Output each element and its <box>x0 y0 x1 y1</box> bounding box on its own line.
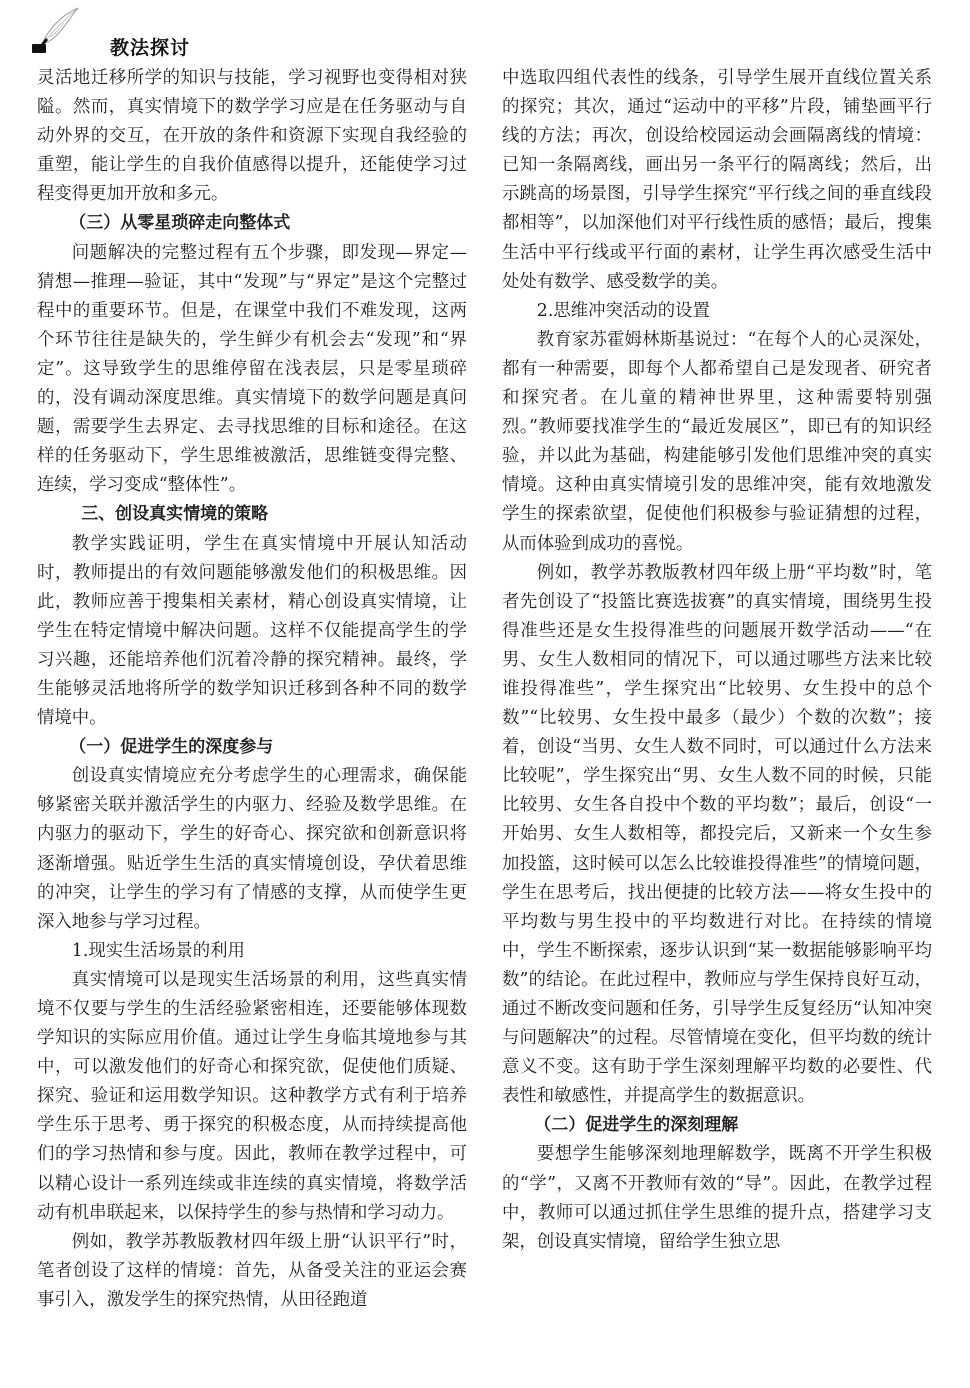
section-heading: 三、创设真实情境的策略 <box>81 504 269 525</box>
paragraph: 中选取四组代表性的线条，引导学生展开直线位置关系的探究；其次，通过“运动中的平移”片段，铺垫画平行线的方法；再次，创设给校园运动会画隔离线的情境：已知一条隔离线，画出另一条平行的隔离线；然后，出示跳高的场景图，引导学生探究“平行线之间的垂直线段都相等”，以加深他们对平行线性质的感悟；最后，搜集生活中平行线或平行面的素材，让学生再次感受生活中处处有数学、感受数学的美。 <box>502 68 932 292</box>
subsection-heading: （三）从零星琐碎走向整体式 <box>69 213 291 234</box>
paragraph: 教学实践证明，学生在真实情境中开展认知活动时，教师提出的有效问题能够激发他们的积极思维。因此，教师应善于搜集相关素材，精心创设真实情境，让学生在特定情境中解决问题。这样不仅能提高学生的学习兴趣，还能培养他们沉着冷静的探究精神。最终，学生能够灵活地将所学的数学知识迁移到各种不同的数学情境中。 <box>37 533 467 729</box>
left-column <box>37 64 467 1315</box>
paragraph: 教育家苏霍姆林斯基说过：“在每个人的心灵深处，都有一种需要，即每个人都希望自己是发现者、研究者和探究者。在儿童的精神世界里，这种需要特别强烈。”教师要找准学生的“最近发展区”，即已有的知识经验，并以此为基础，构建能够引发他们思维冲突的真实情境。这种由真实情境引发的思维冲突，能有效地激发学生的探索欲望，促使他们积极参与验证猜想的过程，从而体验到成功的喜悦。 <box>502 329 932 554</box>
minor-heading: 1.现实生活场景的利用 <box>71 940 245 961</box>
minor-heading: 2.思维冲突活动的设置 <box>536 300 710 321</box>
paragraph: 要想学生能够深刻地理解数学，既离不开学生积极的“学”，又离不开教师有效的“导”。因此，在教学过程中，教师可以通过抓住学生思维的提升点，搭建学习支架，创设真实情境，留给学生独立思 <box>502 1144 932 1252</box>
section-title: 教法探讨 <box>110 37 191 59</box>
subsection-heading: （二）促进学生的深刻理解 <box>534 1115 739 1136</box>
quill-pen-logo-icon <box>30 6 82 56</box>
paragraph: 创设真实情境应充分考虑学生的心理需求，确保能够紧密关联并激活学生的内驱力、经验及数学思维。在内驱力的驱动下，学生的好奇心、探究欲和创新意识将逐渐增强。贴近学生生活的真实情境创设，孕伏着思维的冲突，让学生的学习有了情感的支撑，从而使学生更深入地参与学习过程。 <box>37 766 467 932</box>
paragraph: 问题解决的完整过程有五个步骤，即发现—界定—猜想—推理—验证，其中“发现”与“界定”是这个完整过程中的重要环节。但是，在课堂中我们不难发现，这两个环节往往是缺失的，学生鲜少有机会去“发现”和“界定”。这导致学生的思维停留在浅表层，只是零星琐碎的，没有调动深度思维。真实情境下的数学问题是真问题，需要学生去界定、去寻找思维的目标和途径。在这样的任务驱动下，学生思维被激活，思维链变得完整、连续，学习变成“整体性”。 <box>37 242 467 496</box>
paragraph: 例如，教学苏教版教材四年级上册“平均数”时，笔者先创设了“投篮比赛选拔赛”的真实情境，围绕男生投得准些还是女生投得准些的问题展开数学活动——“在男、女生人数相同的情况下，可以通过哪些方法来比较谁投得准些”，学生探究出“比较男、女生投中的总个数”“比较男、女生投中最多（最少）个数的次数”；接着，创设“当男、女生人数不同时，可以通过什么方法来比较呢”，学生探究出“男、女生人数不同的时候，只能比较男、女生各自投中个数的平均数”；最后，创设“一开始男、女生人数相等，都投完后，又新来一个女生参加投篮，这时候可以怎么比较谁投得准些”的情境问题，学生在思考后，找出便捷的比较方法——将女生投中的平均数与男生投中的平均数进行对比。在持续的情境中，学生不断探索，逐步认识到“某一数据能够影响平均数”的结论。在此过程中，教师应与学生保持良好互动，通过不断改变问题和任务，引导学生反复经历“认知冲突与问题解决”的过程。尽管情境在变化，但平均数的统计意义不变。这有助于学生深刻理解平均数的必要性、代表性和敏感性，并提高学生的数据意识。 <box>502 562 932 1107</box>
subsection-heading: （一）促进学生的深度参与 <box>69 737 274 758</box>
page-header <box>30 6 950 66</box>
paragraph: 例如，教学苏教版教材四年级上册“认识平行”时，笔者创设了这样的情境：首先，从备受关注的亚运会赛事引入，激发学生的探究热情，从田径跑道 <box>37 1231 467 1310</box>
right-column <box>502 64 932 1257</box>
paragraph: 真实情境可以是现实生活场景的利用，这些真实情境不仅要与学生的生活经验紧密相连，还要能够体现数学知识的实际应用价值。通过让学生身临其境地参与其中，可以激发他们的好奇心和探究欲，促使他们质疑、探究、验证和运用数学知识。这种教学方式有利于培养学生乐于思考、勇于探究的积极态度，从而持续提高他们的学习热情和参与度。因此，教师在教学过程中，可以精心设计一系列连续或非连续的真实情境，将数学活动有机串联起来，以保持学生的参与热情和学习动力。 <box>37 969 467 1223</box>
paragraph: 灵活地迁移所学的知识与技能，学习视野也变得相对狭隘。然而，真实情境下的数学学习应是在任务驱动与自动外界的交互，在开放的条件和资源下实现自我经验的重塑，能让学生的自我价值感得以提升，还能使学习过程变得更加开放和多元。 <box>37 68 467 205</box>
